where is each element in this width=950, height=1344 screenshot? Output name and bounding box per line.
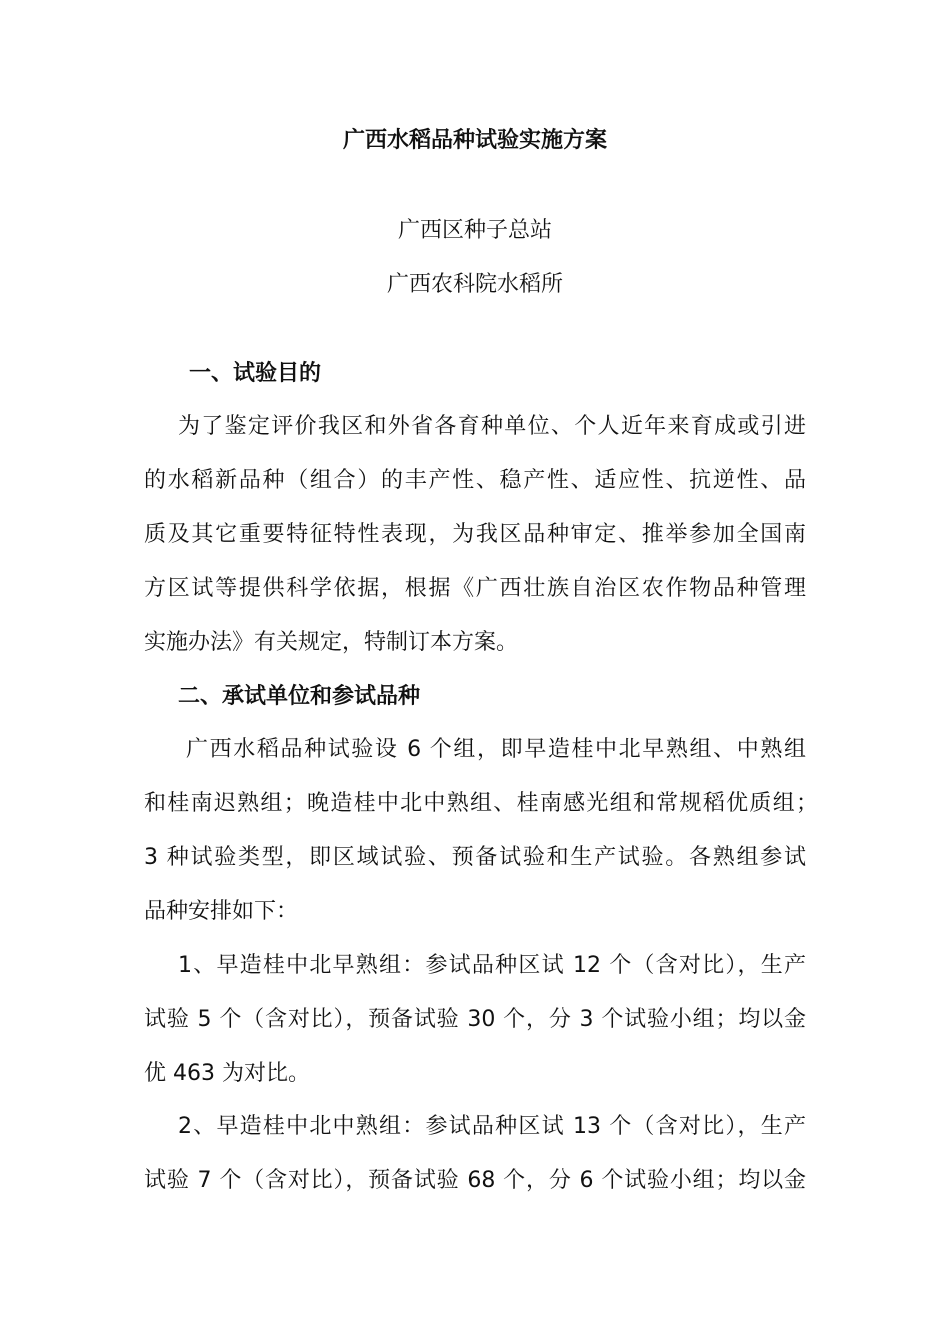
list-item-line: 1、早造桂中北早熟组：参试品种区试 12 个（含对比），生产: [178, 953, 806, 978]
paragraph-line: 品种安排如下：: [144, 899, 299, 924]
paragraph-line: 实施办法》有关规定，特制订本方案。: [144, 630, 519, 655]
list-item-line: 优 463 为对比。: [144, 1061, 310, 1086]
paragraph-line: 方区试等提供科学依据，根据《广西壮族自治区农作物品种管理: [144, 576, 806, 601]
paragraph-line: 3 种试验类型，即区域试验、预备试验和生产试验。各熟组参试: [144, 845, 806, 870]
section-1-heading: 一、试验目的: [189, 361, 322, 386]
paragraph-line: 质及其它重要特征特性表现，为我区品种审定、推举参加全国南: [144, 522, 806, 547]
list-item-line: 试验 7 个（含对比），预备试验 68 个，分 6 个试验小组；均以金: [144, 1168, 806, 1193]
section-2-heading: 二、承试单位和参试品种: [178, 684, 421, 709]
organization-line-2: 广西农科院水稻所: [386, 272, 563, 297]
paragraph-line: 广西水稻品种试验设 6 个组，即早造桂中北早熟组、中熟组: [186, 737, 806, 762]
paragraph-line: 的水稻新品种（组合）的丰产性、稳产性、适应性、抗逆性、品: [144, 468, 806, 493]
document-title: 广西水稻品种试验实施方案: [342, 128, 607, 153]
paragraph-line: 和桂南迟熟组；晚造桂中北中熟组、桂南感光组和常规稻优质组；: [144, 791, 818, 816]
list-item-line: 2、早造桂中北中熟组：参试品种区试 13 个（含对比），生产: [178, 1114, 806, 1139]
list-item-line: 试验 5 个（含对比），预备试验 30 个，分 3 个试验小组；均以金: [144, 1007, 806, 1032]
paragraph-line: 为了鉴定评价我区和外省各育种单位、个人近年来育成或引进: [178, 414, 806, 439]
organization-line-1: 广西区种子总站: [397, 218, 552, 243]
